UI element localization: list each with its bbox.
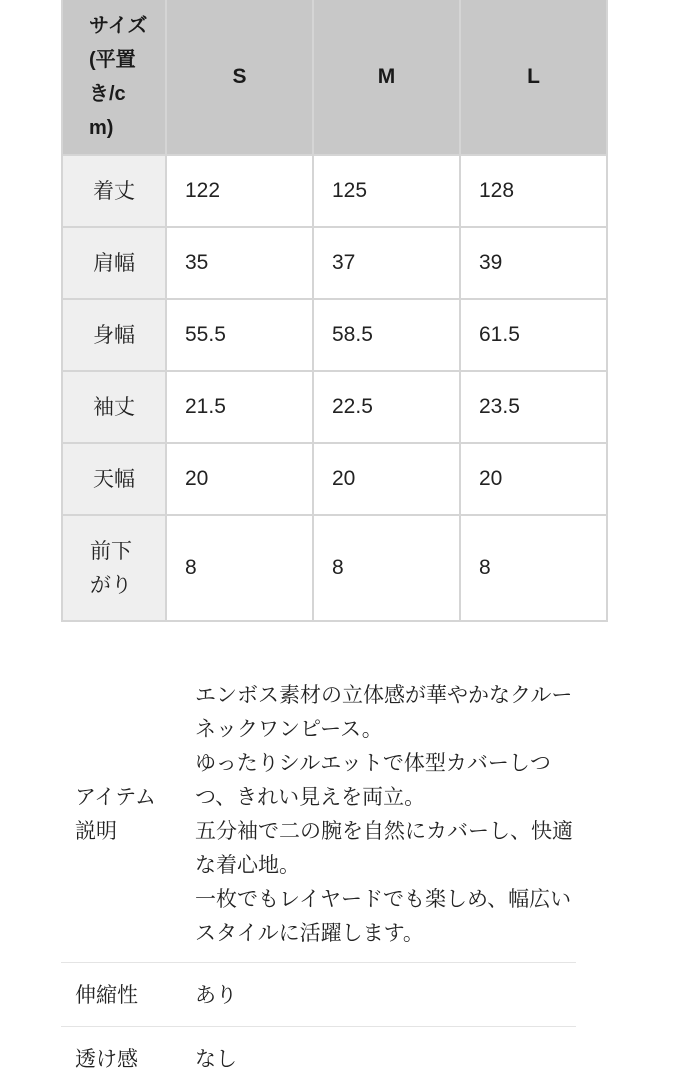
stretch-value: あり <box>195 982 237 1007</box>
row-label-neck-width: 天幅 <box>62 443 166 515</box>
table-cell: 37 <box>313 227 460 299</box>
table-cell: 125 <box>313 155 460 227</box>
size-corner-label: サイズ(平置き/cm) <box>62 0 166 155</box>
row-label-length: 着丈 <box>62 155 166 227</box>
table-cell: 35 <box>166 227 313 299</box>
row-label-shoulder: 肩幅 <box>62 227 166 299</box>
size-header-row <box>62 0 607 155</box>
table-cell: 39 <box>460 227 607 299</box>
table-cell: 58.5 <box>313 299 460 371</box>
table-cell: 20 <box>166 443 313 515</box>
table-row <box>62 515 607 621</box>
table-cell: 20 <box>460 443 607 515</box>
row-label-chest: 身幅 <box>62 299 166 371</box>
table-row <box>62 299 607 371</box>
description-line: ゆったりシルエットで体型カバーしつつ、きれい見えを両立。 <box>195 750 551 809</box>
table-cell: 21.5 <box>166 371 313 443</box>
table-cell: 61.5 <box>460 299 607 371</box>
description-line: 五分袖で二の腕を自然にカバーし、快適な着心地。 <box>195 818 573 877</box>
item-details <box>61 665 576 1090</box>
transparency-row <box>61 1027 576 1090</box>
stretch-label: 伸縮性 <box>75 982 138 1007</box>
item-description-text <box>195 678 576 950</box>
row-label-sleeve: 袖丈 <box>62 371 166 443</box>
size-column-m: M <box>313 0 460 155</box>
row-label-front-drop: 前下がり <box>62 515 166 621</box>
table-row <box>62 371 607 443</box>
transparency-label: 透け感 <box>75 1046 138 1071</box>
item-description-row <box>61 665 576 963</box>
table-cell: 20 <box>313 443 460 515</box>
description-line: 一枚でもレイヤードでも楽しめ、幅広いスタイルに活躍します。 <box>195 886 572 945</box>
table-cell: 128 <box>460 155 607 227</box>
transparency-value: なし <box>195 1046 237 1071</box>
table-cell: 8 <box>313 515 460 621</box>
table-row <box>62 443 607 515</box>
item-description-label: アイテム説明 <box>75 784 157 843</box>
size-table <box>61 0 608 622</box>
stretch-row <box>61 963 576 1027</box>
table-row <box>62 227 607 299</box>
size-column-s: S <box>166 0 313 155</box>
table-cell: 55.5 <box>166 299 313 371</box>
table-cell: 122 <box>166 155 313 227</box>
table-cell: 8 <box>166 515 313 621</box>
description-line: エンボス素材の立体感が華やかなクルーネックワンピース。 <box>195 682 573 741</box>
table-cell: 23.5 <box>460 371 607 443</box>
table-cell: 8 <box>460 515 607 621</box>
size-column-l: L <box>460 0 607 155</box>
table-row <box>62 155 607 227</box>
table-cell: 22.5 <box>313 371 460 443</box>
